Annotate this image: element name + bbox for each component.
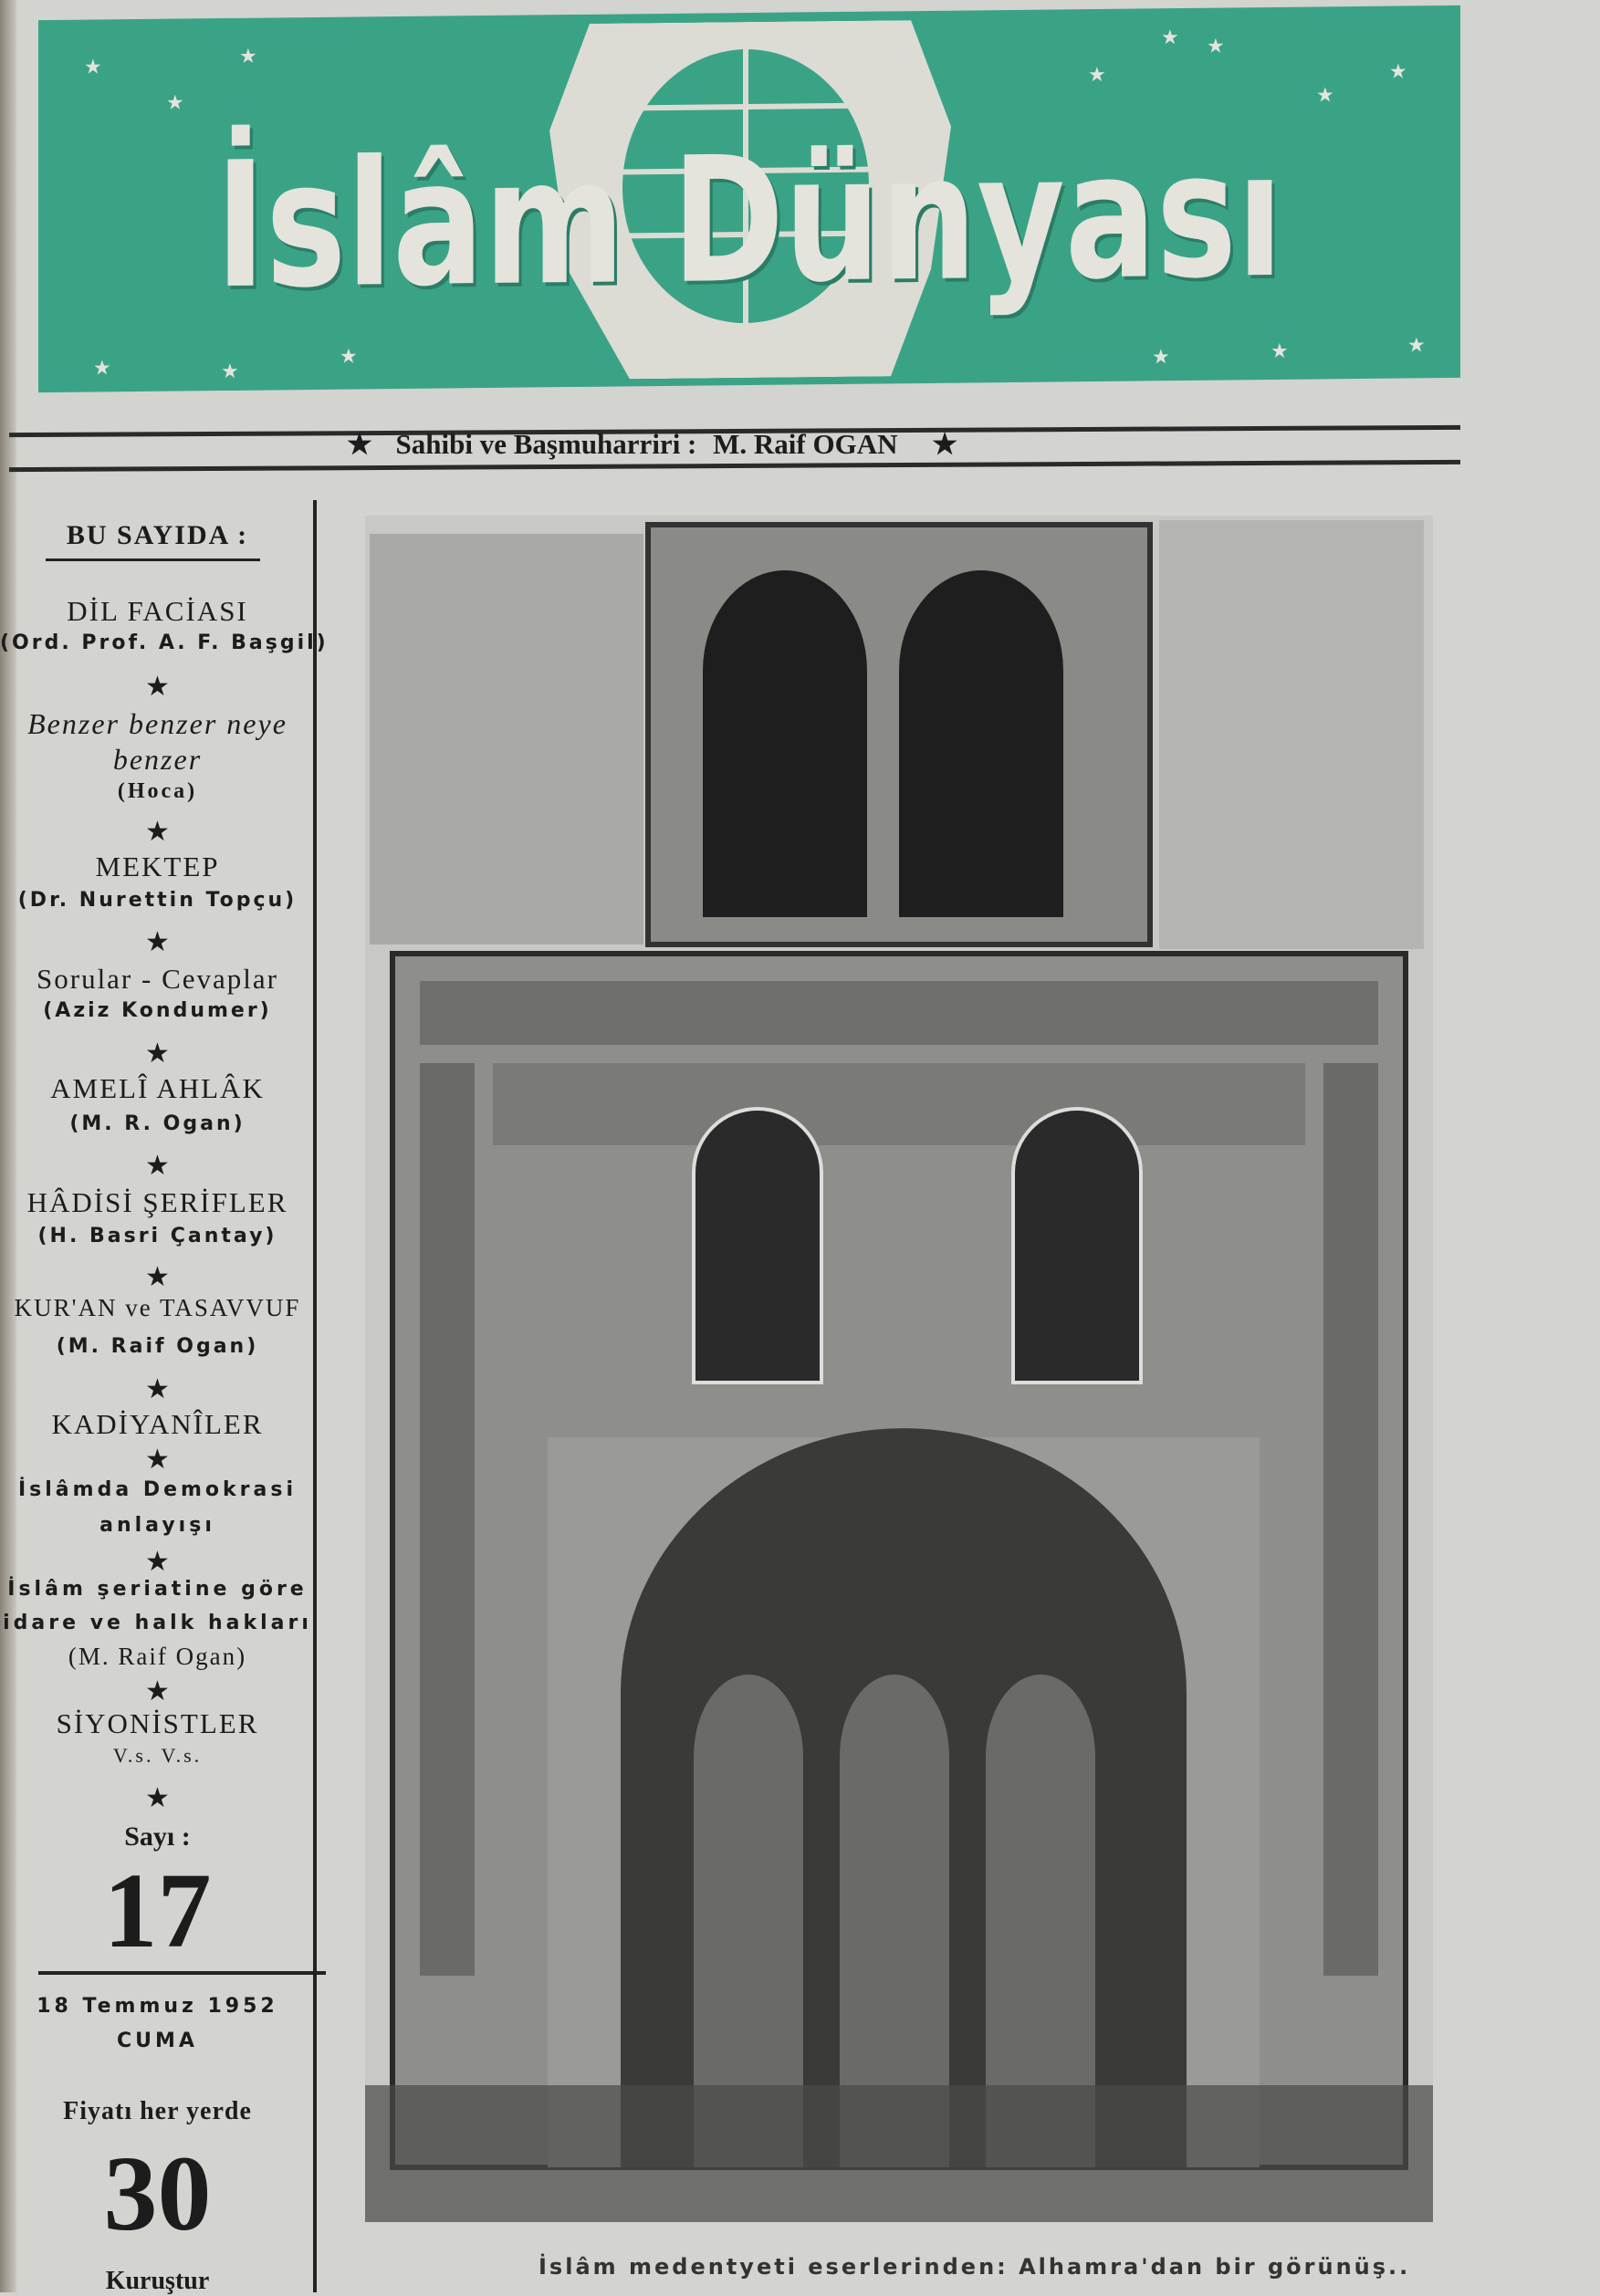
star-icon: ★ xyxy=(1152,345,1170,369)
star-icon: ★ xyxy=(145,1151,170,1181)
owner-name: M. Raif OGAN xyxy=(713,427,898,460)
star-icon: ★ xyxy=(1316,83,1334,107)
masthead-title-wrap xyxy=(38,113,1460,329)
article-title[interactable]: HÂDİSİ ŞERİFLER xyxy=(26,1186,288,1218)
article-title[interactable]: Benzer benzer neye xyxy=(27,707,288,740)
contents-heading: BU SAYIDA : xyxy=(66,520,249,550)
star-icon: ★ xyxy=(1389,59,1407,83)
image-caption: İslâm medentyeti eserlerinden: Alhamra'dan bir görünüş.. xyxy=(539,2254,1411,2280)
star-icon: ★ xyxy=(145,1676,170,1706)
article-title-cont[interactable]: idare ve halk hakları xyxy=(3,1612,312,1634)
star-icon: ★ xyxy=(145,1783,170,1813)
price-amount: 30 xyxy=(103,2134,212,2253)
article-author: (M. Raif Ogan) xyxy=(56,1335,259,1358)
article-author: (Hoca) xyxy=(117,779,198,803)
star-icon: ★ xyxy=(166,90,184,114)
star-icon: ★ xyxy=(221,359,239,383)
star-icon: ★ xyxy=(932,427,958,460)
article-title[interactable]: İslâmda Demokrasi xyxy=(17,1478,298,1501)
issue-number: 17 xyxy=(103,1851,212,1970)
owner-line xyxy=(347,425,1460,461)
star-icon: ★ xyxy=(1271,339,1289,363)
star-icon: ★ xyxy=(145,817,170,847)
star-icon: ★ xyxy=(145,1262,170,1292)
article-author: V.s. V.s. xyxy=(112,1744,203,1767)
article-title[interactable]: Sorular - Cevaplar xyxy=(37,963,278,995)
masthead xyxy=(38,5,1460,392)
article-title[interactable]: İslâm şeriatine göre xyxy=(7,1578,308,1601)
article-title[interactable]: MEKTEP xyxy=(95,851,220,882)
masthead-title: İslâm Dünyası xyxy=(215,113,1283,328)
alhambra-illustration xyxy=(365,516,1433,2222)
star-icon: ★ xyxy=(145,672,170,702)
star-icon: ★ xyxy=(1161,26,1179,49)
star-icon: ★ xyxy=(239,44,257,68)
article-title[interactable]: DİL FACİASI xyxy=(67,595,248,627)
issue-day: CUMA xyxy=(117,2030,198,2052)
star-icon: ★ xyxy=(145,1038,170,1069)
star-icon: ★ xyxy=(1088,62,1106,87)
article-author: (M. R. Ogan) xyxy=(69,1112,246,1135)
article-title[interactable]: AMELÎ AHLÂK xyxy=(50,1072,265,1104)
star-icon: ★ xyxy=(145,1374,170,1404)
article-author: (M. Raif Ogan) xyxy=(68,1643,247,1670)
star-icon: ★ xyxy=(93,356,111,380)
star-icon: ★ xyxy=(1207,34,1225,57)
price-label: Fiyatı her yerde xyxy=(63,2097,252,2125)
star-icon: ★ xyxy=(84,55,102,78)
article-author: (Ord. Prof. A. F. Başgil) xyxy=(0,631,329,654)
rule-bottom xyxy=(9,460,1460,472)
star-icon: ★ xyxy=(347,427,372,460)
article-title-cont[interactable]: benzer xyxy=(112,743,203,776)
article-title[interactable]: KUR'AN ve TASAVVUF xyxy=(14,1294,301,1321)
article-title[interactable]: KADİYANÎLER xyxy=(51,1408,264,1440)
heading-underline xyxy=(46,558,260,561)
price-unit: Kuruştur xyxy=(105,2267,210,2295)
issue-label: Sayı : xyxy=(124,1821,191,1852)
issue-divider xyxy=(38,1971,326,1975)
article-author: (H. Basri Çantay) xyxy=(37,1225,277,1247)
star-icon: ★ xyxy=(145,1547,170,1577)
star-icon: ★ xyxy=(145,1445,170,1475)
star-icon: ★ xyxy=(340,344,358,368)
owner-label: Sahibi ve Başmuharriri : xyxy=(395,427,697,460)
star-icon: ★ xyxy=(1407,333,1426,357)
issue-date: 18 Temmuz 1952 xyxy=(37,1995,278,2018)
article-author: (Aziz Kondumer) xyxy=(43,999,272,1022)
article-title[interactable]: SİYONİSTLER xyxy=(56,1707,259,1739)
article-author: (Dr. Nurettin Topçu) xyxy=(17,889,298,912)
star-icon: ★ xyxy=(145,927,170,957)
article-title-cont[interactable]: anlayışı xyxy=(99,1514,215,1537)
